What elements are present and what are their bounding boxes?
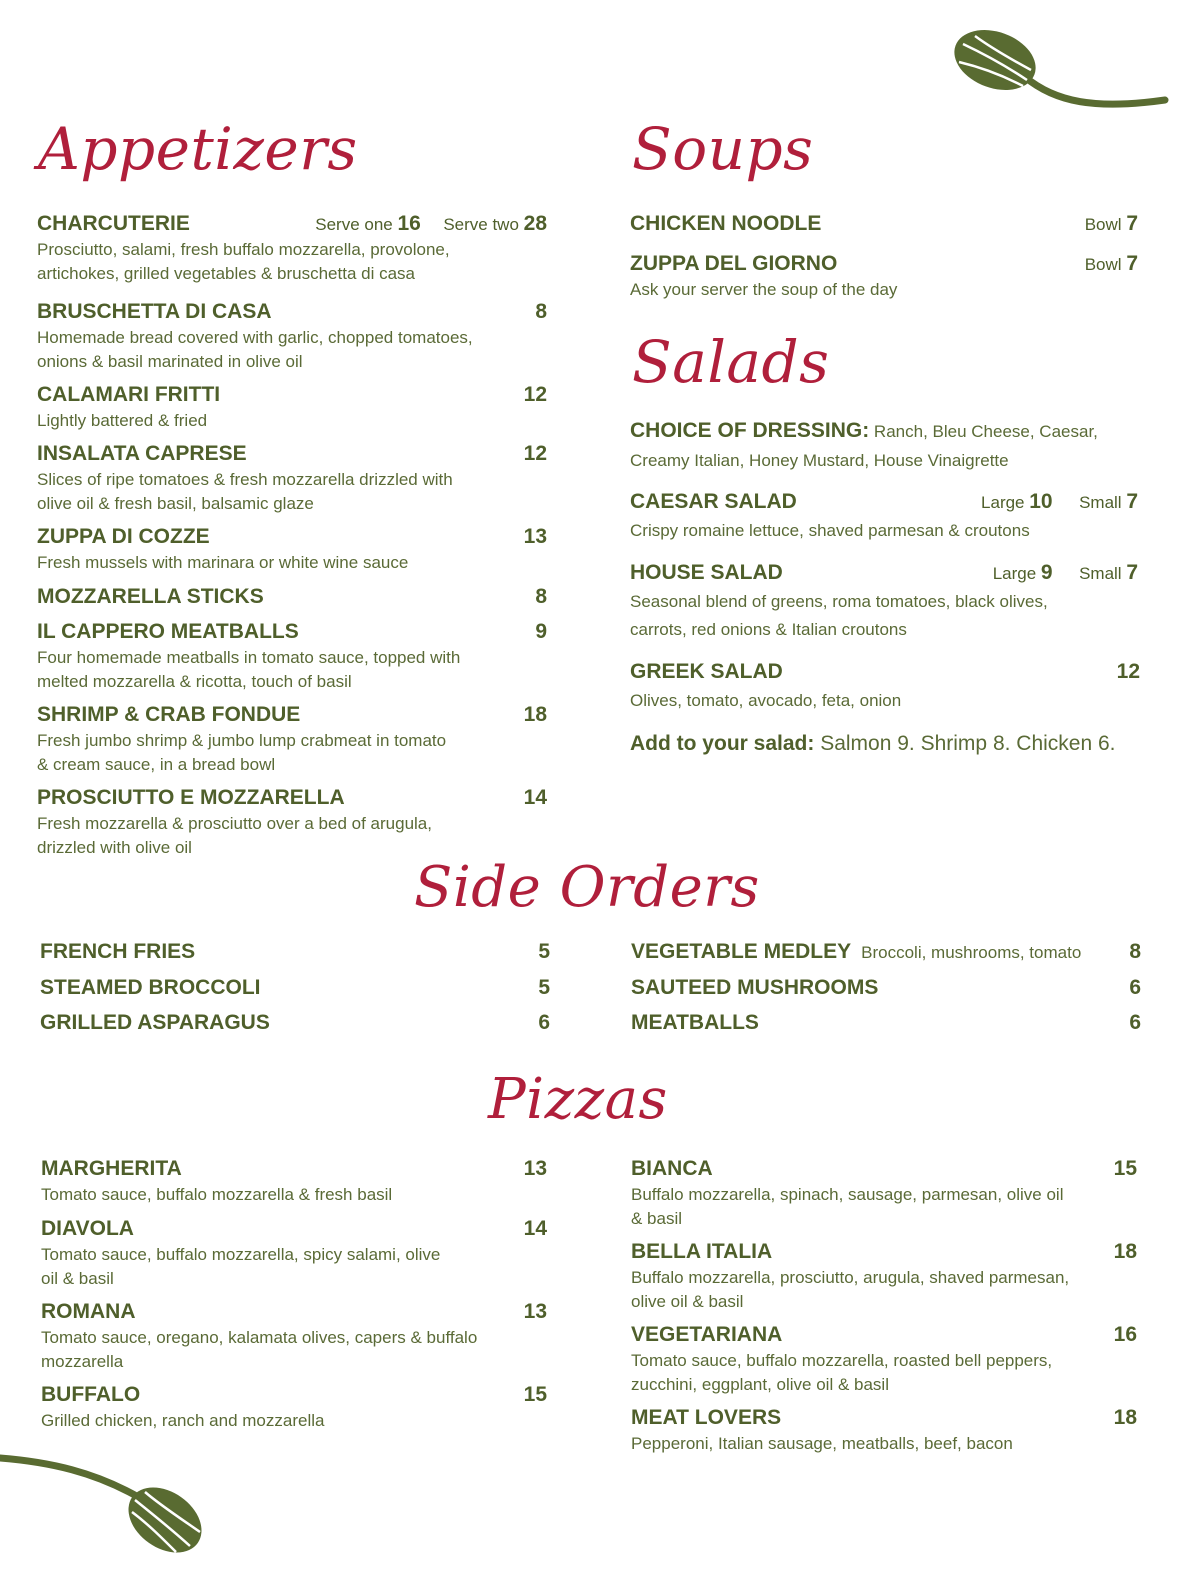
item-price: 5	[538, 940, 550, 963]
item-price: 8	[535, 585, 547, 608]
item-description: artichokes, grilled vegetables & bruschetta di casa	[37, 264, 415, 283]
item-price: 6	[538, 1011, 550, 1034]
item-description: onions & basil marinated in olive oil	[37, 352, 303, 371]
addon-text: Salmon 9. Shrimp 8. Chicken 6.	[820, 732, 1116, 755]
item-description: Fresh mussels with marinara or white wine sauce	[37, 553, 409, 572]
item-description: Seasonal blend of greens, roma tomatoes, black olives,	[630, 592, 1048, 611]
item-description: oil & basil	[41, 1269, 114, 1288]
item-price: 16	[397, 212, 421, 235]
item-name: DIAVOLA	[41, 1217, 134, 1240]
item-name: CAESAR SALAD	[630, 490, 797, 513]
item-name: FRENCH FRIES	[40, 940, 196, 963]
item-price: 9	[1040, 561, 1053, 584]
item-price: 28	[523, 212, 547, 235]
item-description: Grilled chicken, ranch and mozzarella	[41, 1411, 325, 1430]
dressing-list: Creamy Italian, Honey Mustard, House Vinaigrette	[630, 451, 1009, 470]
pizza-item-bella-italia	[631, 1240, 1137, 1314]
item-price: 15	[523, 1383, 547, 1406]
item-name: IL CAPPERO MEATBALLS	[37, 620, 299, 643]
item-description: drizzled with olive oil	[37, 838, 192, 857]
side-item-french-fries	[40, 940, 550, 966]
item-price: 7	[1126, 561, 1138, 584]
item-description: zucchini, eggplant, olive oil & basil	[631, 1375, 889, 1394]
item-name: SHRIMP & CRAB FONDUE	[37, 703, 301, 726]
item-name: MOZZARELLA STICKS	[37, 585, 264, 608]
item-name: INSALATA CAPRESE	[37, 442, 247, 465]
item-name: HOUSE SALAD	[630, 561, 783, 584]
item-price: 12	[523, 442, 547, 465]
item-description: Lightly battered & fried	[37, 411, 208, 430]
pizza-item-meat-lovers	[631, 1406, 1137, 1456]
soups-heading: Soups	[632, 115, 814, 183]
item-description: Fresh mozzarella & prosciutto over a bed of arugula,	[37, 814, 432, 833]
item-description: mozzarella	[41, 1352, 124, 1371]
item-name: VEGETABLE MEDLEY Broccoli, mushrooms, tomato	[631, 940, 1082, 963]
item-price: 6	[1129, 976, 1141, 999]
item-name: CHARCUTERIE	[37, 212, 190, 235]
item-name: BRUSCHETTA DI CASA	[37, 300, 272, 323]
item-description: Olives, tomato, avocado, feta, onion	[630, 691, 902, 710]
item-description: & cream sauce, in a bread bowl	[37, 755, 276, 774]
item-price: 14	[523, 786, 547, 809]
side-item-steamed-broccoli	[40, 976, 550, 1002]
appetizers-heading: Appetizers	[38, 115, 358, 183]
menu-item-charcuterie	[37, 212, 547, 286]
item-description: Fresh jumbo shrimp & jumbo lump crabmeat in tomato	[37, 731, 447, 750]
menu-item-zuppa-di-cozze	[37, 525, 547, 575]
size-label: Small	[1079, 564, 1122, 583]
size-prices	[315, 212, 547, 236]
item-price: 13	[523, 1300, 547, 1323]
menu-item-meatballs	[37, 620, 547, 694]
item-description: Tomato sauce, oregano, kalamata olives, capers & buffalo	[41, 1328, 478, 1347]
item-price: 15	[1113, 1157, 1137, 1180]
item-price: 12	[523, 383, 547, 406]
menu-item-prosciutto	[37, 786, 547, 860]
item-name: BELLA ITALIA	[631, 1240, 773, 1263]
item-description: Crispy romaine lettuce, shaved parmesan & croutons	[630, 521, 1030, 540]
menu-item-caprese	[37, 442, 547, 516]
item-name: BIANCA	[631, 1157, 713, 1180]
item-description: Ask your server the soup of the day	[630, 280, 898, 299]
item-description: Tomato sauce, buffalo mozzarella & fresh basil	[41, 1185, 393, 1204]
salad-addons	[630, 732, 1116, 756]
size-label: Bowl	[1084, 255, 1122, 274]
item-price: 7	[1126, 490, 1138, 513]
item-note: Broccoli, mushrooms, tomato	[861, 943, 1082, 962]
item-description: Buffalo mozzarella, spinach, sausage, parmesan, olive oil	[631, 1185, 1064, 1204]
item-price: 16	[1113, 1323, 1137, 1346]
item-price: 14	[523, 1217, 547, 1240]
item-price: 8	[535, 300, 547, 323]
menu-item-house-salad	[630, 561, 1138, 643]
item-price: 7	[1126, 252, 1138, 275]
item-description: Buffalo mozzarella, prosciutto, arugula, shaved parmesan,	[631, 1268, 1070, 1287]
size-label: Serve two	[443, 215, 519, 234]
menu-item-greek-salad	[630, 660, 1140, 716]
item-name: ZUPPA DEL GIORNO	[630, 252, 838, 275]
item-name: ZUPPA DI COZZE	[37, 525, 210, 548]
dressing-list: Ranch, Bleu Cheese, Caesar,	[873, 422, 1098, 441]
pizzas-heading: Pizzas	[488, 1067, 668, 1132]
item-description: melted mozzarella & ricotta, touch of basil	[37, 672, 352, 691]
item-description: & basil	[631, 1209, 683, 1228]
pizza-item-romana	[41, 1300, 547, 1374]
item-price: 10	[1029, 490, 1053, 513]
item-name: VEGETARIANA	[631, 1323, 783, 1346]
item-price: 13	[523, 1157, 547, 1180]
caper-bud-icon	[945, 22, 1170, 117]
item-description: Pepperoni, Italian sausage, meatballs, beef, bacon	[631, 1434, 1013, 1453]
item-price: 18	[1113, 1406, 1137, 1429]
side-item-meatballs	[631, 1011, 1141, 1037]
item-description: Homemade bread covered with garlic, chopped tomatoes,	[37, 328, 473, 347]
side-item-vegetable-medley	[631, 940, 1141, 966]
menu-item-caesar-salad	[630, 490, 1138, 546]
addon-label: Add to your salad:	[630, 732, 815, 755]
item-name: MEAT LOVERS	[631, 1406, 782, 1429]
item-price: 18	[1113, 1240, 1137, 1263]
size-label: Small	[1079, 493, 1122, 512]
menu-item-bruschetta	[37, 300, 547, 374]
item-description: olive oil & basil	[631, 1292, 744, 1311]
item-price: 12	[1116, 660, 1140, 683]
item-description: Slices of ripe tomatoes & fresh mozzarella drizzled with	[37, 470, 453, 489]
item-name: MARGHERITA	[41, 1157, 182, 1180]
item-name: STEAMED BROCCOLI	[40, 976, 261, 999]
item-price: 8	[1129, 940, 1141, 963]
menu-item-fondue	[37, 703, 547, 777]
item-price: 9	[535, 620, 547, 643]
pizza-item-margherita	[41, 1157, 547, 1207]
dressing-label: CHOICE OF DRESSING:	[630, 419, 870, 442]
side-orders-heading: Side Orders	[414, 855, 760, 920]
item-price: 6	[1129, 1011, 1141, 1034]
item-name: BUFFALO	[41, 1383, 141, 1406]
menu-item-zuppa-del-giorno	[630, 252, 1138, 302]
item-price: 5	[538, 976, 550, 999]
pizza-item-buffalo	[41, 1383, 547, 1433]
size-label: Large	[992, 564, 1037, 583]
side-item-sauteed-mushrooms	[631, 976, 1141, 1002]
salads-heading: Salads	[632, 328, 830, 396]
menu-item-calamari	[37, 383, 547, 433]
menu-item-chicken-noodle	[630, 212, 1138, 238]
dressing-options	[630, 416, 1138, 475]
size-label: Large	[981, 493, 1025, 512]
item-description: carrots, red onions & Italian croutons	[630, 620, 907, 639]
item-name: MEATBALLS	[631, 1011, 759, 1034]
item-price: 7	[1126, 212, 1138, 235]
pizza-item-diavola	[41, 1217, 547, 1291]
side-item-grilled-asparagus	[40, 1011, 550, 1037]
item-description: Tomato sauce, buffalo mozzarella, roasted bell peppers,	[631, 1351, 1053, 1370]
caper-bud-icon	[0, 1450, 210, 1560]
item-description: Prosciutto, salami, fresh buffalo mozzarella, provolone,	[37, 240, 450, 259]
item-price: 13	[523, 525, 547, 548]
size-label: Serve one	[315, 215, 393, 234]
pizza-item-vegetariana	[631, 1323, 1137, 1397]
size-label: Bowl	[1084, 215, 1122, 234]
item-description: Four homemade meatballs in tomato sauce, topped with	[37, 648, 461, 667]
item-name: CALAMARI FRITTI	[37, 383, 221, 406]
item-price: 18	[523, 703, 547, 726]
menu-item-mozzarella-sticks	[37, 585, 547, 611]
item-name: GREEK SALAD	[630, 660, 783, 683]
item-name: GRILLED ASPARAGUS	[40, 1011, 270, 1034]
item-name: PROSCIUTTO E MOZZARELLA	[37, 786, 345, 809]
pizza-item-bianca	[631, 1157, 1137, 1231]
item-description: olive oil & fresh basil, balsamic glaze	[37, 494, 314, 513]
item-name: ROMANA	[41, 1300, 136, 1323]
item-name: CHICKEN NOODLE	[630, 212, 822, 235]
item-name: SAUTEED MUSHROOMS	[631, 976, 879, 999]
item-description: Tomato sauce, buffalo mozzarella, spicy salami, olive	[41, 1245, 441, 1264]
